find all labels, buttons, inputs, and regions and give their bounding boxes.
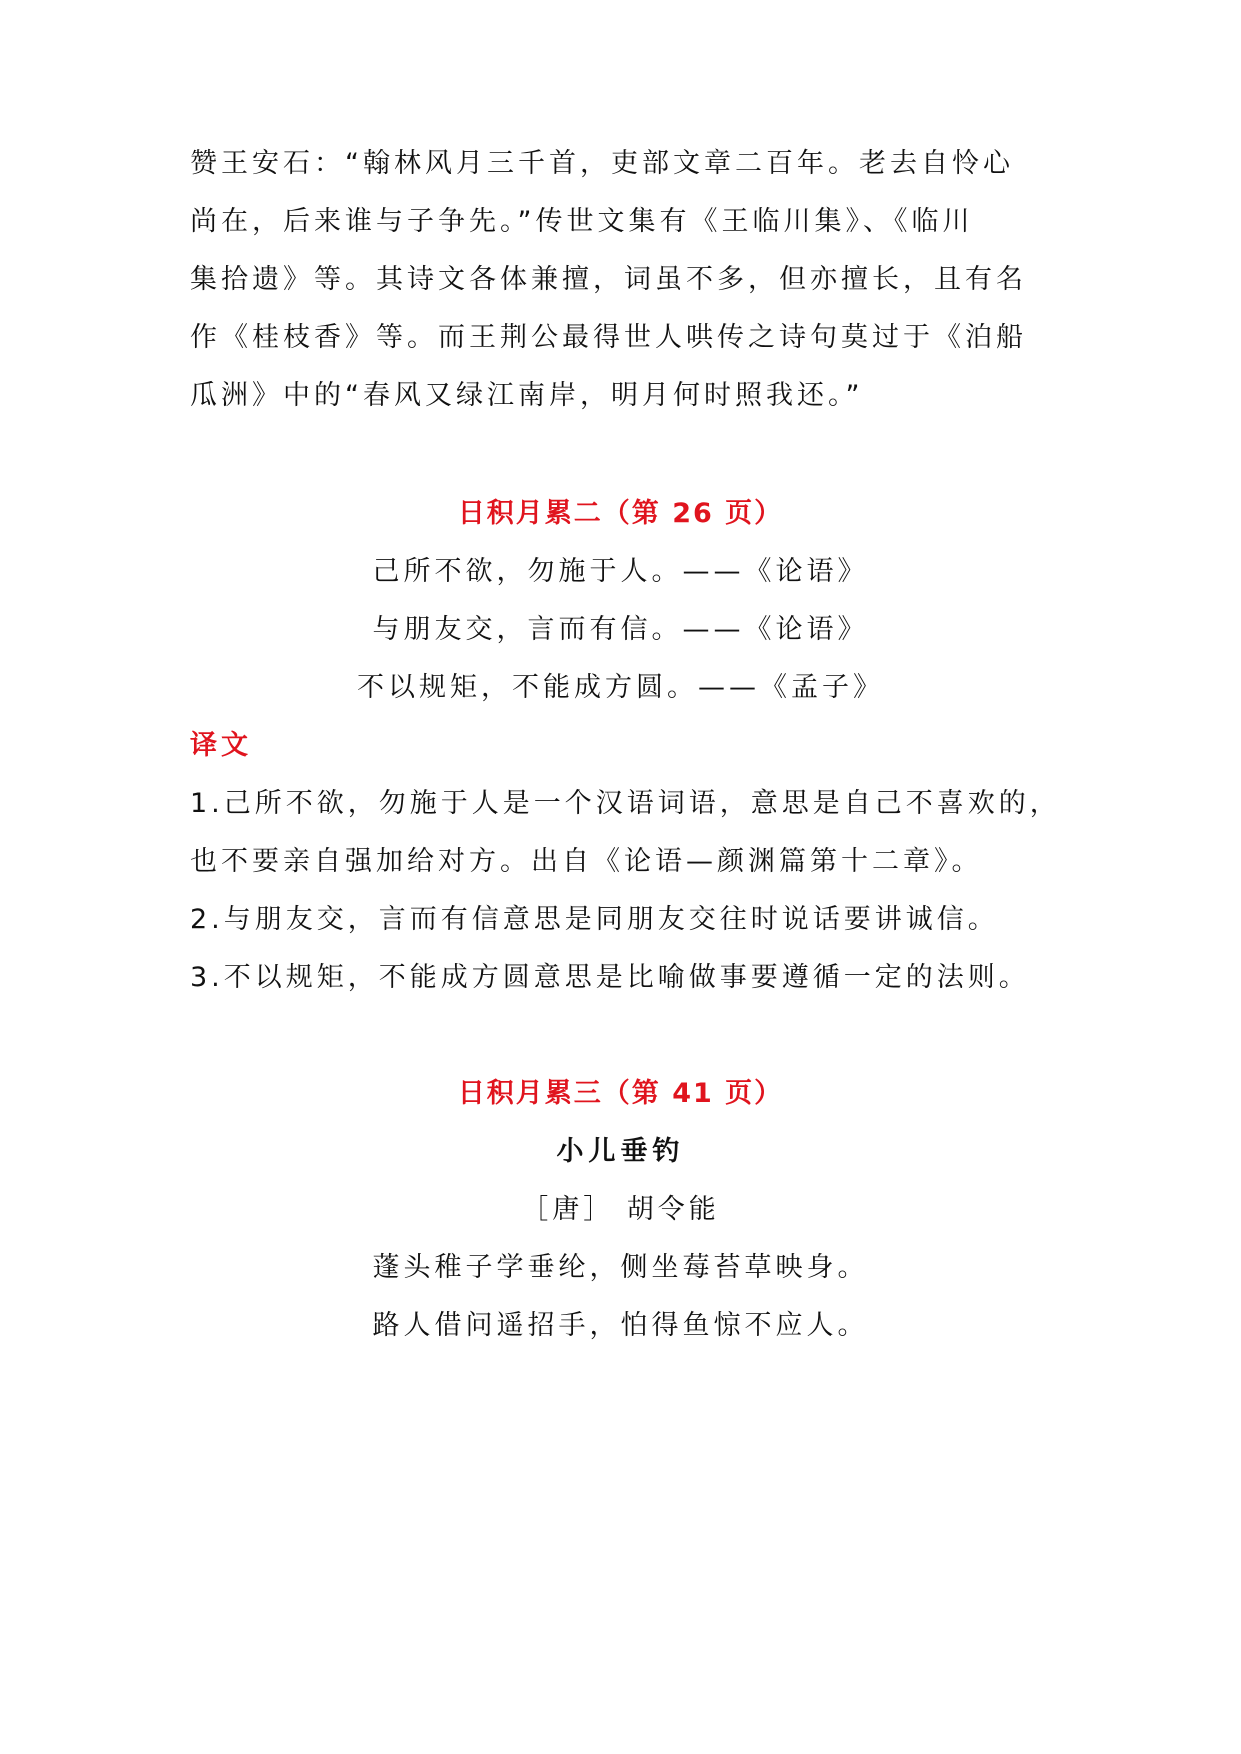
poem-line: 路人借问遥招手，怕得鱼惊不应人。 (372, 1310, 869, 1341)
translation-line: 也不要亲自强加给对方。出自《论语—颜渊篇第十二章》。 (190, 846, 983, 877)
translation-line: 2.与朋友交，言而有信意思是同朋友交往时说话要讲诚信。 (190, 904, 999, 935)
quote-line: 与朋友交，言而有信。——《论语》 (372, 614, 869, 645)
intro-line: 尚在，后来谁与子争先。”传世文集有《王临川集》、《临川 (190, 206, 974, 237)
section-heading: 日积月累二（第 26 页） (457, 498, 784, 529)
section-heading: 日积月累三（第 41 页） (457, 1078, 784, 1109)
quote-line: 己所不欲，勿施于人。——《论语》 (372, 556, 869, 587)
translation-line: 1.己所不欲，勿施于人是一个汉语词语，意思是自己不喜欢的， (190, 788, 1061, 819)
intro-line: 瓜洲》中的“春风又绿江南岸，明月何时照我还。” (190, 380, 864, 411)
poem-line: 蓬头稚子学垂纶，侧坐莓苔草映身。 (372, 1252, 869, 1283)
poem-title: 小儿垂钓 (556, 1136, 685, 1167)
intro-line: 作《桂枝香》等。而王荆公最得世人哄传之诗句莫过于《泊船 (190, 322, 1027, 353)
poem-author: ［唐］ 胡令能 (521, 1194, 720, 1225)
intro-line: 集拾遗》等。其诗文各体兼擅，词虽不多，但亦擅长，且有名 (190, 264, 1027, 295)
translation-label: 译文 (190, 730, 252, 761)
intro-line: 赞王安石：“翰林风月三千首，吏部文章二百年。老去自怜心 (190, 148, 1014, 179)
quote-line: 不以规矩，不能成方圆。——《孟子》 (357, 672, 884, 703)
translation-line: 3.不以规矩，不能成方圆意思是比喻做事要遵循一定的法则。 (190, 962, 1030, 993)
